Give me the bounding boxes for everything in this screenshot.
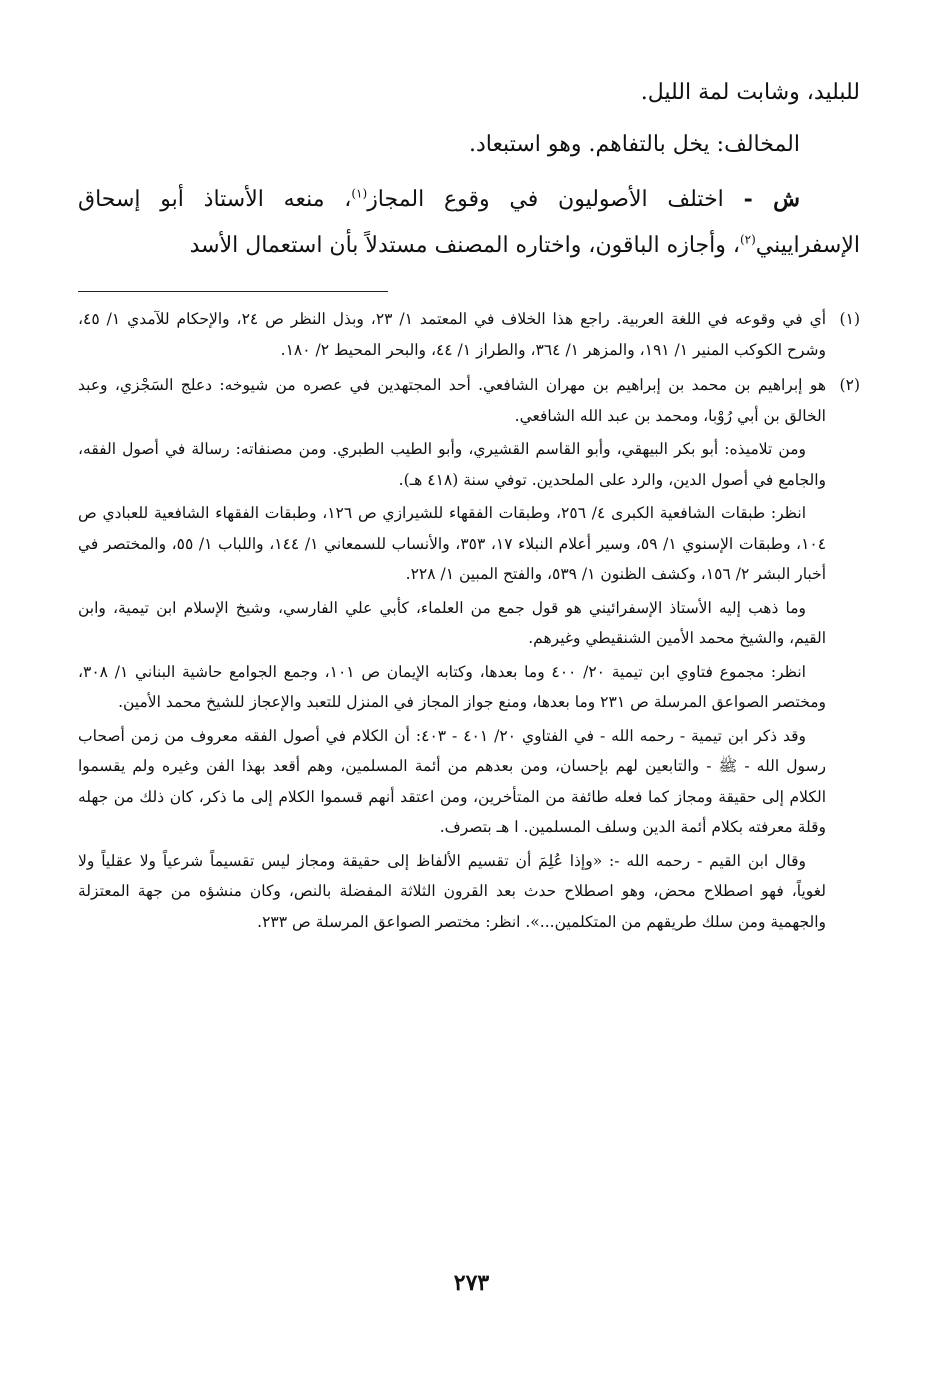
footnote-1 <box>78 304 860 368</box>
footnote-paragraph: هو إبراهيم بن محمد بن إبراهيم بن مهران الشافعي. أحد المجتهدين في عصره من شيوخه: دعلج السَجْزي، وعبد الخالق بن أبي رُوْبا، ومحمد بن عبد الله الشافعي. <box>78 376 826 425</box>
page-number: ٢٧٣ <box>453 1270 490 1296</box>
book-page <box>78 70 860 942</box>
footnote-paragraph: انظر: مجموع فتاوي ابن تيمية ٢٠/ ٤٠٠ وما بعدها، وكتابه الإيمان ص ١٠١، وجمع الجوامع حاشية البناني ١/ ٣٠٨، ومختصر الصواعق المرسلة ص ٢٣١ وما بعدها، ومنع جواز المجاز في المنزل للتعبد والإعجاز للشيخ محمد الأمين. <box>78 662 826 711</box>
footnote-2 <box>78 370 860 940</box>
footnote-number: (١) <box>839 310 860 328</box>
footnote-ref-1[interactable]: (١) <box>351 186 368 201</box>
footnote-paragraph: وقد ذكر ابن تيمية - رحمه الله - في الفتاوي ٢٠/ ٤٠١ - ٤٠٣: أن الكلام في أصول الفقه معروف من زمن أصحاب رسول الله - ﷺ - والتابعين لهم بإحسان، ومن بعدهم من أئمة المسلمين، وهم أقعد بهذا الفن وغيره ولم يقسموا الكلام إلى حقيقة ومجاز كما فعله طائفة من المتأخرين، ومن اعتقد أنهم قسموا الكلام إلى ما ذكر، كان ذلك من جهله وقلة معرفته بكلام أئمة الدين وسلف المسلمين. ا هـ بتصرف. <box>78 726 826 836</box>
footnote-paragraph: وقال ابن القيم - رحمه الله -: «وإذا عُلِمَ أن تقسيم الألفاظ إلى حقيقة ومجاز ليس تقسيماً شرعياً ولا عقلياً ولا لغوياً، فهو اصطلاح محض، وهو اصطلاح حدث بعد القرون الثلاثة المفضلة بالنص، وكان منشؤه من جهة المعتزلة والجهمية ومن سلك طريقهم من المتكلمين...». انظر: مختصر الصواعق المرسلة ص ٢٣٣. <box>78 851 826 931</box>
sharh-marker: ش - <box>743 186 800 212</box>
footnote-body <box>78 370 826 940</box>
footnote-paragraph: أي في وقوعه في اللغة العربية. راجع هذا الخلاف في المعتمد ١/ ٢٣، وبذل النظر ص ٢٤، والإحكام للآمدي ١/ ٤٥، وشرح الكوكب المنير ١/ ١٩١، والمزهر ١/ ٣٦٤، والطراز ١/ ٤٤، والبحر المحيط ٢/ ١٨٠. <box>78 310 827 359</box>
footnote-paragraph: انظر: طبقات الشافعية الكبرى ٤/ ٢٥٦، وطبقات الفقهاء للشيرازي ص ١٢٦، وطبقات الفقهاء الشافعية للعبادي ص ١٠٤، وطبقات الإسنوي ١/ ٥٩، وسير أعلام النبلاء ١٧، ٣٥٣، والأنساب للسمعاني ١/ ١٤٤، واللباب ١/ ٥٥، والمختصر في أخبار البشر ٢/ ١٥٦، وكشف الظنون ١/ ٥٣٩، والفتح المبين ١/ ٢٢٨. <box>78 504 827 583</box>
footnotes <box>78 304 860 940</box>
main-line-2: المخالف: يخل بالتفاهم. وهو استبعاد. <box>468 132 800 157</box>
footnote-paragraph: وما ذهب إليه الأستاذ الإسفرائيني هو قول جمع من العلماء، كأبي علي الفارسي، وشيخ الإسلام ابن تيمية، وابن القيم، والشيخ محمد الأمين الشنقيطي وغيرهم. <box>78 598 826 647</box>
footnote-number: (٢) <box>839 376 860 394</box>
main-paragraph-part-b: ، منعه الأستاذ أبو إسحاق الإسفراييني <box>78 187 860 258</box>
main-line-1: للبليد، وشابت لمة الليل. <box>640 80 860 105</box>
main-paragraph <box>78 176 860 269</box>
footnote-paragraph: ومن تلاميذه: أبو بكر البيهقي، وأبو القاسم القشيري، وأبو الطيب الطبري. ومن مصنفاته: رسالة في أصول الفقه، والجامع في أصول الدين، والرد على الملحدين. توفي سنة (٤١٨ هـ). <box>78 440 826 489</box>
main-text <box>78 70 860 269</box>
main-paragraph-part-a: اختلف الأصوليون في وقوع المجاز <box>367 187 724 212</box>
footnote-divider <box>78 291 388 292</box>
main-paragraph-part-c: ، وأجازه الباقون، واختاره المصنف مستدلاً بأن استعمال الأسد <box>189 233 740 258</box>
footnote-body <box>78 304 826 368</box>
footnote-ref-2[interactable]: (٢) <box>739 232 756 247</box>
